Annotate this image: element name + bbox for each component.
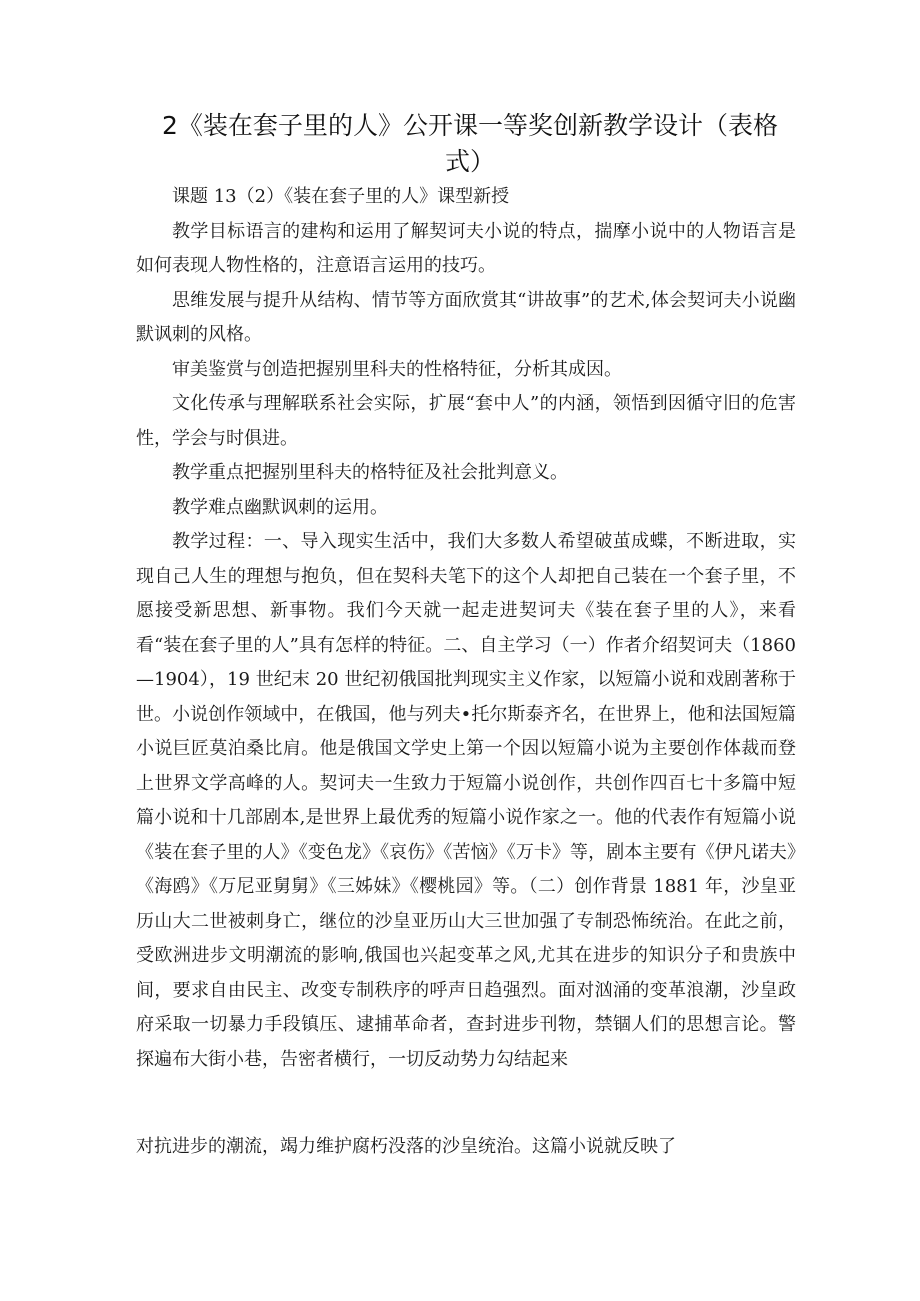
paragraph-key-point: 教学重点把握别里科夫的格特征及社会批判意义。 xyxy=(172,462,568,483)
paragraph-goal-culture: 文化传承与理解联系社会实际，扩展“套中人”的内涵，领悟到因循守旧的危害性，学会与时俱进。 xyxy=(136,393,796,449)
paragraph-goal-aesthetic: 审美鉴赏与创造把握别里科夫的性格特征，分析其成因。 xyxy=(172,358,622,380)
document-body xyxy=(136,180,796,1077)
document-title: 2《装在套子里的人》公开课一等奖创新教学设计（表格式） xyxy=(162,111,778,176)
paragraph-goal-language: 教学目标语言的建构和运用了解契诃夫小说的特点，揣摩小说中的人物语言是如何表现人物性格的，注意语言运用的技巧。 xyxy=(136,220,796,276)
paragraph-lesson-info: 课题 13（2）《装在套子里的人》课型新授 xyxy=(172,186,510,207)
paragraph-goal-thinking: 思维发展与提升从结构、情节等方面欣赏其“讲故事”的艺术,体会契诃夫小说幽默讽刺的风格。 xyxy=(136,289,796,345)
paragraph-continuation: 对抗进步的潮流，竭力维护腐朽没落的沙皇统治。这篇小说就反映了 xyxy=(136,1136,676,1157)
paragraph-teaching-process: 教学过程：一、导入现实生活中，我们大多数人希望破茧成蝶，不断进取，实现自己人生的理想与抱负，但在契科夫笔下的这个人却把自己装在一个套子里，不愿接受新思想、新事物。我们今天就一起走进契诃夫《装在套子里的人》，来看看“装在套子里的人”具有怎样的特征。二、自主学习（一）作者介绍契诃夫（1860—1904），19 世纪末 20 世纪初俄国批判现实主义作家，以短篇小说和戏剧著称于世。小说创作领域中，在俄国，他与列夫•托尔斯泰齐名，在世界上，他和法国短篇小说巨匠莫泊桑比肩。他是俄国文学史上第一个因以短篇小说为主要创作体裁而登上世界文学高峰的人。契诃夫一生致力于短篇小说创作，共创作四百七十多篇中短篇小说和十几部剧本,是世界上最优秀的短篇小说作家之一。他的代表作有短篇小说《装在套子里的人》《变色龙》《哀伤》《苦恼》《万卡》等，剧本主要有《伊凡诺夫》《海鸥》《万尼亚舅舅》《三姊妹》《樱桃园》等。（二）创作背景 1881 年，沙皇亚历山大二世被刺身亡，继位的沙皇亚历山大三世加强了专制恐怖统治。在此之前，受欧洲进步文明潮流的影响,俄国也兴起变革之风,尤其在进步的知识分子和贵族中间，要求自由民主、改变专制秩序的呼声日趋强烈。面对汹涌的变革浪潮，沙皇政府采取一切暴力手段镇压、逮捕革命者，查封进步刊物，禁锢人们的思想言论。警探遍布大街小巷，告密者横行，一切反动势力勾结起来 xyxy=(136,531,796,1070)
paragraph-difficult-point: 教学难点幽默讽刺的运用。 xyxy=(172,496,388,518)
